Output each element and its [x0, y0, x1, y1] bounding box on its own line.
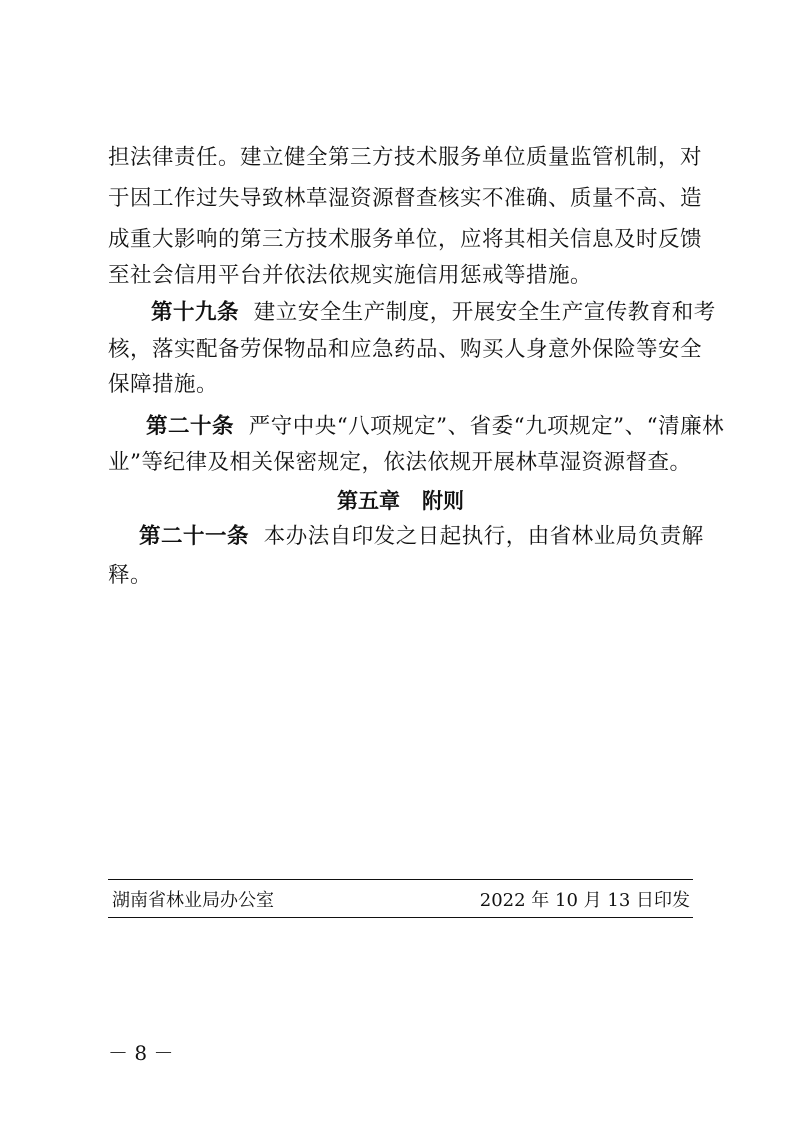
- article-20-first-line: [146, 412, 725, 442]
- paragraph-line: 至社会信用平台并依法依规实施信用惩戒等措施。: [108, 263, 593, 288]
- article-21-title: 第二十一条: [139, 524, 250, 549]
- paragraph-line: 成重大影响的第三方技术服务单位，应将其相关信息及时反馈: [108, 227, 703, 252]
- article-19-text: 建立安全生产制度，开展安全生产宣传教育和考: [253, 300, 716, 325]
- issuer-name: 湖南省林业局办公室: [112, 890, 274, 911]
- footer-top-rule: [108, 879, 693, 880]
- chapter-heading: [108, 486, 693, 516]
- issuance-footer: [112, 888, 690, 914]
- issue-date: 2022 年 10 月 13 日印发: [479, 890, 690, 911]
- paragraph-line: 保障措施。: [108, 372, 219, 397]
- paragraph-line: 释。: [108, 563, 153, 588]
- article-19-first-line: [151, 298, 716, 328]
- page-number: － 8 －: [108, 1041, 174, 1065]
- paragraph-line: 担法律责任。建立健全第三方技术服务单位质量监管机制，对: [108, 145, 703, 170]
- article-20-text: 严守中央“八项规定”、省委“九项规定”、“清廉林: [248, 414, 725, 439]
- chapter-name: 附则: [422, 489, 464, 513]
- footer-bottom-rule: [108, 917, 693, 918]
- article-21-text: 本办法自印发之日起执行，由省林业局负责解: [263, 524, 704, 549]
- article-19-title: 第十九条: [151, 300, 240, 325]
- article-21-first-line: [139, 522, 704, 552]
- article-20-title: 第二十条: [146, 414, 235, 439]
- paragraph-line: 于因工作过失导致林草湿资源督查核实不准确、质量不高、造: [108, 186, 703, 211]
- paragraph-line: 核，落实配备劳保物品和应急药品、购买人身意外保险等安全: [108, 337, 703, 362]
- paragraph-line: 业”等纪律及相关保密规定，依法依规开展林草湿资源督查。: [108, 450, 692, 475]
- chapter-number: 第五章: [337, 489, 400, 513]
